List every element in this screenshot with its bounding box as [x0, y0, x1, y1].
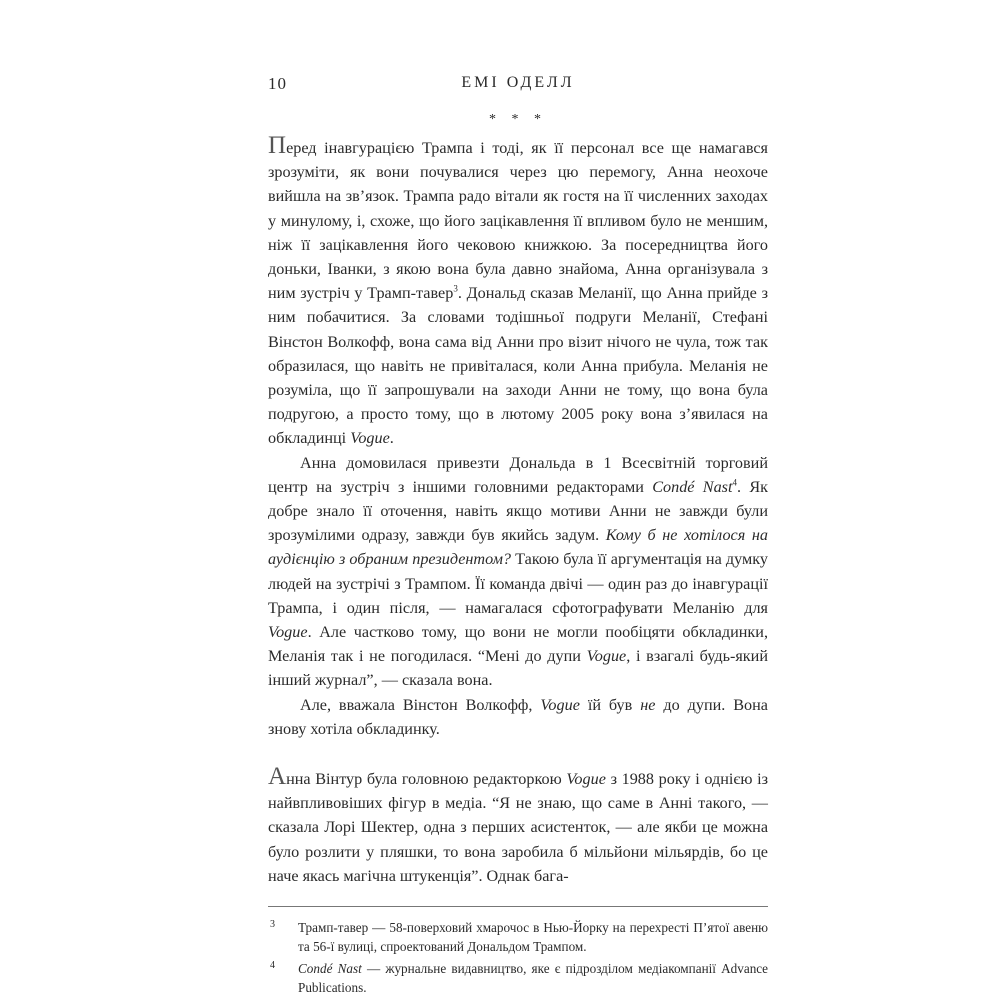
italic-title: Vogue	[350, 429, 390, 448]
paragraph-4	[268, 765, 768, 888]
paragraph-text: .	[389, 429, 394, 448]
footnote-text: — журнальне видавництво, яке є підрозділом медіакомпанії Advance Publications.	[298, 961, 768, 995]
paragraph-text: еред інавгурацією Трампа і тоді, як її персонал все ще намагався зрозуміти, як вони почувалися через цю перемогу, Анна неохоче вийшла на зв’язок. Трампа радо вітали як гостя на її численних заходах у минулому, і, схоже, що його зацікавлення її впливом було не меншим, ніж її зацікавлення його чековою книжкою. За посередництва його доньки, Іванки, з якою вона була давно знайома, Анна організувала з ним зустріч у Трамп-тавер	[268, 139, 768, 303]
paragraph-text: . Дональд сказав Меланії, що Анна прийде з ним побачитися. За словами тодішньої подруги Меланії, Стефані Вінстон Волкофф, вона сама від Анни про візит нічого не чула, тож так образилася, що навіть не привіталася, коли Анна прибула. Меланія не розуміла, що її запрошували на заходи Анни не тому, що вона була подругою, а просто тому, що в лютому 2005 року вона з’явилася на обкладинці	[268, 284, 768, 448]
section-gap	[268, 741, 768, 765]
running-head: ЕМІ ОДЕЛЛ	[461, 74, 575, 91]
footnote-4	[268, 960, 768, 997]
footnote-text: Трамп-тавер — 58-поверховий хмарочос в Нью-Йорку на перехресті П’ятої авеню та 56-ї вулиці, спроектований Дональдом Трампом.	[298, 920, 768, 954]
body-text	[268, 134, 768, 888]
paragraph-text: . Але частково тому, що вони не могли пообіцяти обкладинки, Меланія так і не погодилася. “Мені до дупи	[268, 623, 768, 666]
italic-title: Condé Nast	[652, 477, 733, 496]
italic-phrase: Кому б не хотілося на аудієнцію з обраним президентом?	[268, 526, 768, 569]
book-page	[268, 70, 768, 1001]
paragraph-2	[268, 451, 768, 693]
page-number: 10	[268, 74, 287, 93]
italic-title: Vogue	[540, 695, 580, 714]
italic-title: Vogue	[586, 647, 627, 666]
footnote-italic: Condé Nast	[298, 961, 362, 977]
footnotes	[268, 906, 768, 997]
footnote-ref: 4	[732, 477, 737, 488]
italic-word: не	[640, 695, 656, 714]
paragraph-text: до дупи. Вона знову хотіла обкладинку.	[268, 695, 768, 738]
paragraph-text: Анна домовилася привезти Дональда в 1 Всесвітній торговий центр на зустріч з іншими головними редакторами	[268, 453, 768, 496]
paragraph-3	[268, 693, 768, 741]
page-header	[268, 70, 768, 100]
paragraph-text: Але, вважала Вінстон Волкофф,	[300, 695, 541, 714]
section-break-ornament: * * *	[489, 112, 547, 127]
paragraph-text: їй був	[579, 695, 641, 714]
paragraph-1	[268, 134, 768, 451]
drop-cap: А	[268, 763, 287, 791]
italic-title: Vogue	[268, 623, 308, 642]
paragraph-text: з 1988 року і однією із найвпливовіших фігур в медіа. “Я не знаю, що саме в Анні такого, — сказала Лорі Шектер, одна з перших асистенток, — але якби це можна було розлити у пляшки, то вона заробила б мільйони мільярдів, бо це наче якась магічна штукенція”. Однак бага-	[268, 770, 768, 885]
paragraph-text: , і взагалі будь-який інший журнал”, — сказала вона.	[268, 647, 768, 690]
paragraph-text: . Як добре знало її оточення, навіть якщо мотиви Анни не завжди були зрозумілими одразу, завжди був якийсь задум.	[268, 477, 768, 545]
italic-title: Vogue	[566, 770, 606, 789]
paragraph-text: нна Вінтур була головною редакторкою	[286, 770, 567, 789]
footnote-3	[268, 919, 768, 956]
paragraph-text: Такою була її аргументація на думку людей на зустрічі з Трампом. Її команда двічі — один раз до інавгурації Трампа, і один після, — намагалася сфотографувати Меланію для	[268, 550, 768, 617]
footnote-mark: 4	[270, 960, 275, 972]
footnote-mark: 3	[270, 919, 275, 931]
footnote-ref: 3	[453, 283, 458, 294]
drop-cap: П	[268, 132, 287, 159]
